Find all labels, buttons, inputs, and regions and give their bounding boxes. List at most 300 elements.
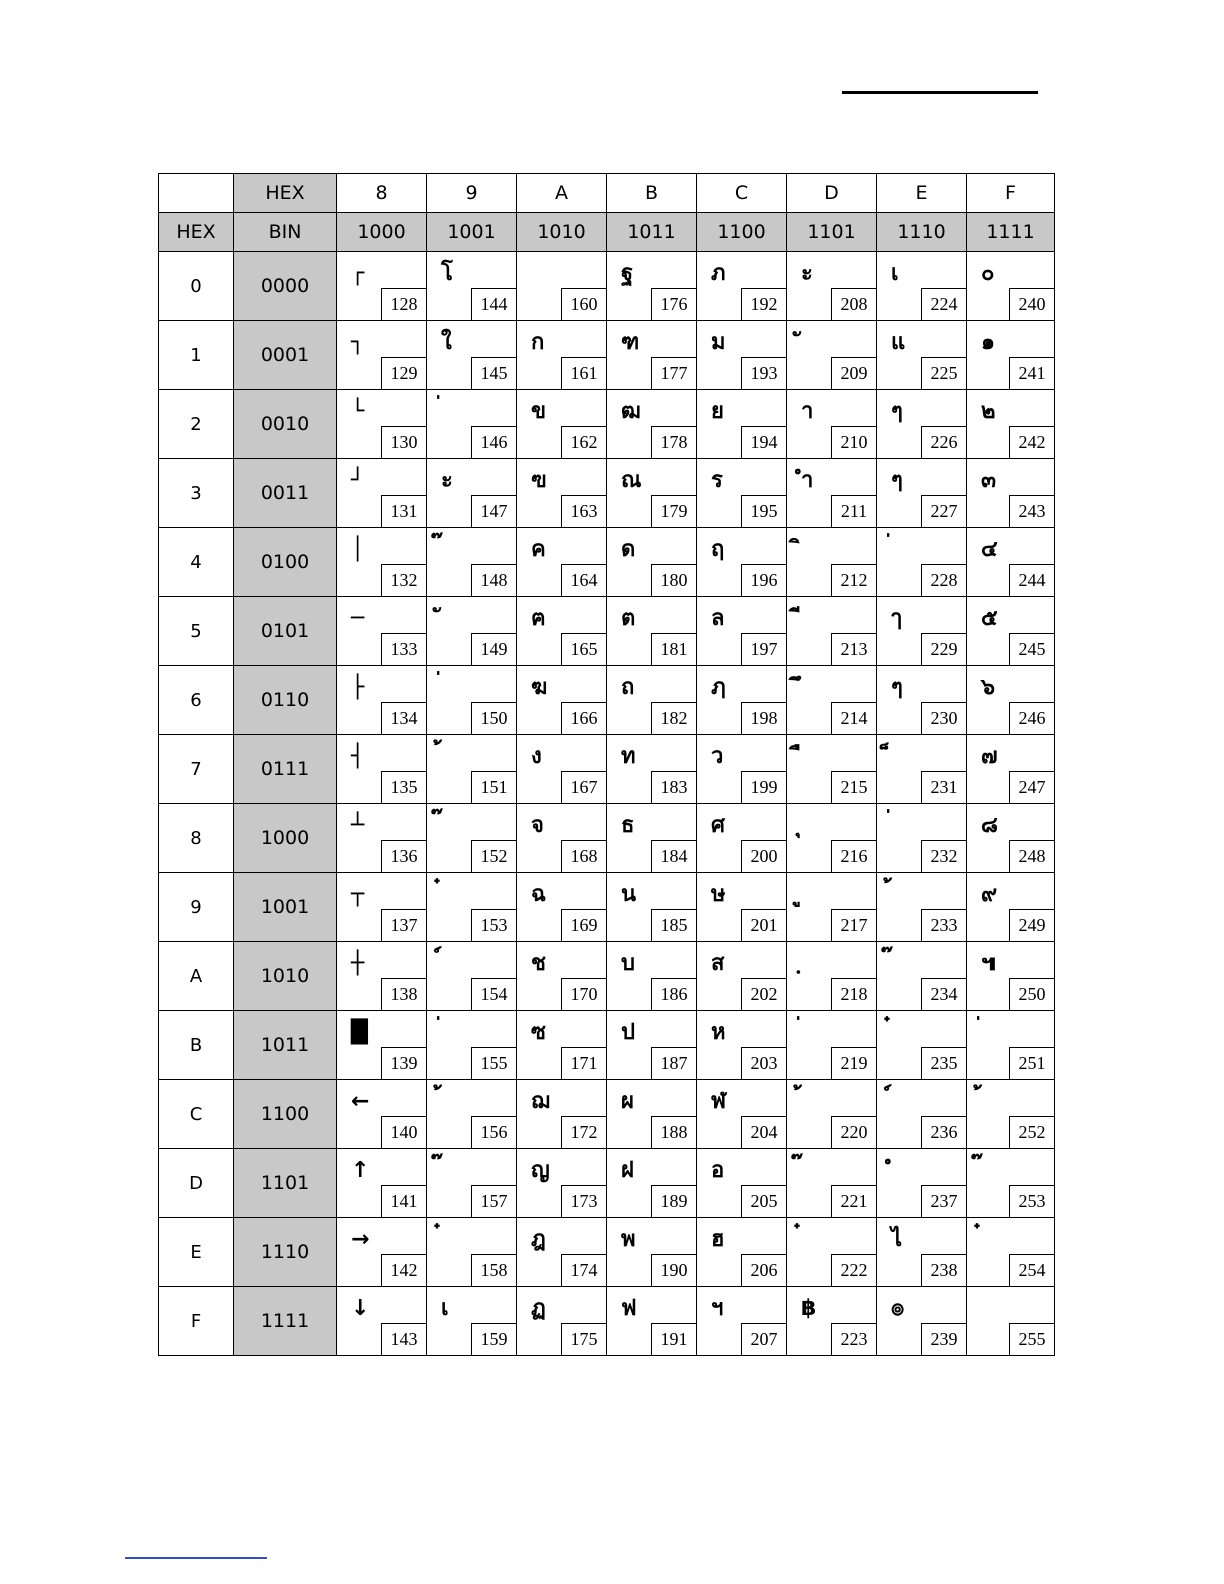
character-glyph: ฦ — [711, 675, 726, 700]
decimal-code-box: 168 — [561, 840, 606, 872]
decimal-code-box: 202 — [741, 978, 786, 1010]
character-glyph: ↑ — [351, 1158, 370, 1183]
decimal-code-box: 176 — [651, 288, 696, 320]
decimal-code-box: 157 — [471, 1185, 516, 1217]
character-cell — [787, 666, 877, 735]
decimal-code-box: 239 — [921, 1323, 966, 1355]
decimal-code-box: 153 — [471, 909, 516, 941]
row-hex-cell: 6 — [159, 666, 234, 735]
character-cell — [427, 1149, 517, 1218]
character-glyph: ง — [531, 744, 542, 769]
decimal-code-box: 149 — [471, 633, 516, 665]
decimal-code-box: 189 — [651, 1185, 696, 1217]
character-glyph: ฿ — [801, 1296, 817, 1321]
character-glyph: ญ — [531, 1158, 550, 1183]
column-bin-cell: 1001 — [427, 213, 517, 252]
decimal-code-box: 147 — [471, 495, 516, 527]
character-cell — [697, 942, 787, 1011]
decimal-code-box: 225 — [921, 357, 966, 389]
character-cell — [337, 1149, 427, 1218]
decimal-code-box: 128 — [381, 288, 426, 320]
character-cell — [427, 528, 517, 597]
character-cell — [697, 666, 787, 735]
character-cell — [877, 1011, 967, 1080]
decimal-code-box: 229 — [921, 633, 966, 665]
character-glyph: ๆ — [891, 399, 903, 424]
decimal-code-box: 253 — [1009, 1185, 1054, 1217]
character-glyph: า — [801, 399, 814, 424]
header-row-bin — [159, 213, 1055, 252]
character-cell — [607, 666, 697, 735]
character-glyph: แ — [891, 330, 906, 355]
decimal-code-box: 164 — [561, 564, 606, 596]
character-cell — [967, 1011, 1055, 1080]
table-row — [159, 1011, 1055, 1080]
decimal-code-box: 233 — [921, 909, 966, 941]
character-cell — [967, 666, 1055, 735]
decimal-code-box: 158 — [471, 1254, 516, 1286]
character-cell — [337, 252, 427, 321]
row-hex-cell: 1 — [159, 321, 234, 390]
character-cell — [877, 252, 967, 321]
character-glyph: ฝ — [621, 1158, 634, 1183]
decimal-code-box: 192 — [741, 288, 786, 320]
character-cell — [427, 1218, 517, 1287]
character-cell — [877, 735, 967, 804]
character-cell — [427, 321, 517, 390]
character-glyph: ห — [711, 1020, 726, 1045]
decimal-code-box: 242 — [1009, 426, 1054, 458]
character-cell — [877, 1218, 967, 1287]
decimal-code-box: 237 — [921, 1185, 966, 1217]
footer-link-rule — [125, 1557, 267, 1559]
character-cell — [427, 390, 517, 459]
character-cell — [877, 597, 967, 666]
header-row-hex — [159, 174, 1055, 213]
row-bin-cell: 1001 — [234, 873, 337, 942]
row-hex-cell: 8 — [159, 804, 234, 873]
decimal-code-box: 250 — [1009, 978, 1054, 1010]
character-glyph: ฅ — [531, 606, 546, 631]
character-glyph: ↓ — [351, 1296, 370, 1321]
row-bin-cell: 0110 — [234, 666, 337, 735]
column-bin-cell: 1101 — [787, 213, 877, 252]
decimal-code-box: 215 — [831, 771, 876, 803]
character-cell — [697, 528, 787, 597]
decimal-code-box: 201 — [741, 909, 786, 941]
character-glyph: ๆ — [891, 468, 903, 493]
character-glyph: น — [621, 882, 637, 907]
column-hex-cell: C — [697, 174, 787, 213]
row-hex-cell: 0 — [159, 252, 234, 321]
decimal-code-box: 195 — [741, 495, 786, 527]
row-bin-cell: 1111 — [234, 1287, 337, 1356]
character-cell — [517, 735, 607, 804]
decimal-code-box: 212 — [831, 564, 876, 596]
character-cell — [337, 1011, 427, 1080]
decimal-code-box: 188 — [651, 1116, 696, 1148]
character-glyph: ผ — [621, 1089, 634, 1114]
decimal-code-box: 139 — [381, 1047, 426, 1079]
decimal-code-box: 129 — [381, 357, 426, 389]
character-cell — [607, 873, 697, 942]
table-body — [159, 174, 1055, 1356]
row-hex-cell: F — [159, 1287, 234, 1356]
row-hex-cell: 5 — [159, 597, 234, 666]
character-cell — [787, 252, 877, 321]
decimal-code-box: 243 — [1009, 495, 1054, 527]
character-glyph: เ — [441, 1296, 449, 1321]
decimal-code-box: 140 — [381, 1116, 426, 1148]
character-cell — [787, 942, 877, 1011]
character-glyph: ท — [621, 744, 636, 769]
decimal-code-box: 238 — [921, 1254, 966, 1286]
decimal-code-box: 234 — [921, 978, 966, 1010]
decimal-code-box: 154 — [471, 978, 516, 1010]
character-glyph: ฌ — [531, 1089, 550, 1114]
decimal-code-box: 146 — [471, 426, 516, 458]
character-glyph: ฤ — [711, 537, 725, 562]
decimal-code-box: 141 — [381, 1185, 426, 1217]
decimal-code-box: 213 — [831, 633, 876, 665]
decimal-code-box: 244 — [1009, 564, 1054, 596]
decimal-code-box: 165 — [561, 633, 606, 665]
character-glyph: ┼ — [351, 951, 365, 976]
character-cell — [427, 804, 517, 873]
character-glyph: ฏ — [531, 1296, 546, 1321]
decimal-code-box: 197 — [741, 633, 786, 665]
character-glyph: ๑ — [981, 330, 995, 355]
decimal-code-box: 245 — [1009, 633, 1054, 665]
character-cell — [967, 873, 1055, 942]
decimal-code-box: 142 — [381, 1254, 426, 1286]
decimal-code-box: 230 — [921, 702, 966, 734]
character-cell — [787, 873, 877, 942]
character-cell — [877, 1149, 967, 1218]
character-glyph: ณ — [621, 468, 642, 493]
decimal-code-box: 235 — [921, 1047, 966, 1079]
character-cell — [517, 528, 607, 597]
character-cell — [787, 1218, 877, 1287]
character-glyph: ย — [711, 399, 724, 424]
decimal-code-box: 152 — [471, 840, 516, 872]
character-glyph: ๐ — [981, 261, 995, 286]
character-cell — [517, 390, 607, 459]
character-cell — [517, 459, 607, 528]
decimal-code-box: 150 — [471, 702, 516, 734]
decimal-code-box: 177 — [651, 357, 696, 389]
character-glyph: ๘ — [981, 813, 998, 838]
table-row — [159, 528, 1055, 597]
decimal-code-box: 228 — [921, 564, 966, 596]
decimal-code-box: 204 — [741, 1116, 786, 1148]
character-glyph: ต — [621, 606, 636, 631]
character-cell — [607, 1287, 697, 1356]
character-cell — [337, 1287, 427, 1356]
decimal-code-box: 214 — [831, 702, 876, 734]
character-cell — [967, 735, 1055, 804]
row-hex-cell: D — [159, 1149, 234, 1218]
decimal-code-box: 251 — [1009, 1047, 1054, 1079]
decimal-code-box: 210 — [831, 426, 876, 458]
character-cell — [697, 1011, 787, 1080]
corner-cell — [159, 174, 234, 213]
decimal-code-box: 232 — [921, 840, 966, 872]
character-cell — [697, 1080, 787, 1149]
character-cell — [967, 1080, 1055, 1149]
decimal-code-box: 171 — [561, 1047, 606, 1079]
bin-label-cell: BIN — [234, 213, 337, 252]
character-glyph: █ — [351, 1020, 368, 1045]
decimal-code-box: 200 — [741, 840, 786, 872]
row-bin-cell: 0101 — [234, 597, 337, 666]
decimal-code-box: 183 — [651, 771, 696, 803]
row-hex-cell: 4 — [159, 528, 234, 597]
decimal-code-box: 236 — [921, 1116, 966, 1148]
character-glyph: ำ — [801, 468, 814, 493]
row-hex-cell: E — [159, 1218, 234, 1287]
character-cell — [427, 1011, 517, 1080]
decimal-code-box: 184 — [651, 840, 696, 872]
character-glyph: ฐ — [621, 261, 634, 286]
decimal-code-box: 240 — [1009, 288, 1054, 320]
character-cell — [607, 252, 697, 321]
character-glyph: ┐ — [351, 330, 365, 355]
character-glyph: ๒ — [981, 399, 996, 424]
character-glyph: ├ — [351, 675, 365, 700]
character-cell — [337, 1080, 427, 1149]
character-cell — [697, 804, 787, 873]
character-cell — [427, 666, 517, 735]
character-cell — [517, 1218, 607, 1287]
decimal-code-box: 179 — [651, 495, 696, 527]
character-cell — [877, 1080, 967, 1149]
decimal-code-box: 130 — [381, 426, 426, 458]
character-cell — [607, 597, 697, 666]
character-glyph: ฑ — [621, 330, 640, 355]
decimal-code-box: 169 — [561, 909, 606, 941]
row-bin-cell: 0010 — [234, 390, 337, 459]
character-glyph: ┴ — [351, 813, 365, 838]
decimal-code-box: 222 — [831, 1254, 876, 1286]
character-glyph: │ — [351, 537, 365, 562]
decimal-code-box: 138 — [381, 978, 426, 1010]
character-cell — [607, 321, 697, 390]
row-hex-cell: B — [159, 1011, 234, 1080]
decimal-code-box: 136 — [381, 840, 426, 872]
decimal-code-box: 173 — [561, 1185, 606, 1217]
character-cell — [607, 942, 697, 1011]
character-glyph: → — [351, 1227, 370, 1252]
decimal-code-box: 151 — [471, 771, 516, 803]
decimal-code-box: 180 — [651, 564, 696, 596]
decimal-code-box: 181 — [651, 633, 696, 665]
decimal-code-box: 211 — [831, 495, 876, 527]
character-glyph: ฉ — [531, 882, 546, 907]
character-cell — [697, 597, 787, 666]
decimal-code-box: 209 — [831, 357, 876, 389]
character-glyph: ┘ — [351, 468, 365, 493]
table-row — [159, 1218, 1055, 1287]
table-row — [159, 1080, 1055, 1149]
column-hex-cell: 9 — [427, 174, 517, 213]
decimal-code-box: 166 — [561, 702, 606, 734]
character-glyph: บ — [621, 951, 635, 976]
character-glyph: └ — [351, 399, 365, 424]
character-cell — [337, 1218, 427, 1287]
character-glyph: ─ — [351, 606, 365, 631]
character-glyph: ๙ — [981, 882, 998, 907]
decimal-code-box: 174 — [561, 1254, 606, 1286]
character-glyph: ส — [711, 951, 725, 976]
decimal-code-box: 231 — [921, 771, 966, 803]
character-glyph: ฬ — [711, 1089, 727, 1114]
row-bin-cell: 0100 — [234, 528, 337, 597]
table-row — [159, 666, 1055, 735]
column-bin-cell: 1011 — [607, 213, 697, 252]
column-bin-cell: 1000 — [337, 213, 427, 252]
character-glyph: อ — [711, 1158, 725, 1183]
character-cell — [607, 390, 697, 459]
character-cell — [877, 321, 967, 390]
table-row — [159, 1149, 1055, 1218]
column-hex-cell: D — [787, 174, 877, 213]
character-glyph: ฟ — [621, 1296, 637, 1321]
character-cell — [517, 597, 607, 666]
character-cell — [697, 321, 787, 390]
character-cell — [517, 1080, 607, 1149]
character-glyph: ะ — [441, 468, 453, 493]
decimal-code-box: 178 — [651, 426, 696, 458]
character-cell — [517, 873, 607, 942]
decimal-code-box: 252 — [1009, 1116, 1054, 1148]
decimal-code-box: 249 — [1009, 909, 1054, 941]
row-bin-cell: 0111 — [234, 735, 337, 804]
decimal-code-box: 175 — [561, 1323, 606, 1355]
decimal-code-box: 247 — [1009, 771, 1054, 803]
decimal-code-box: 220 — [831, 1116, 876, 1148]
decimal-code-box: 132 — [381, 564, 426, 596]
character-glyph: ๓ — [981, 468, 997, 493]
character-cell — [337, 873, 427, 942]
decimal-code-box: 161 — [561, 357, 606, 389]
character-cell — [967, 804, 1055, 873]
decimal-code-box: 248 — [1009, 840, 1054, 872]
character-cell — [877, 1287, 967, 1356]
character-cell — [877, 459, 967, 528]
table-row — [159, 597, 1055, 666]
character-cell — [967, 528, 1055, 597]
character-cell — [427, 252, 517, 321]
decimal-code-box: 196 — [741, 564, 786, 596]
character-glyph: ┤ — [351, 744, 365, 769]
character-glyph: ๕ — [981, 606, 998, 631]
character-cell — [967, 597, 1055, 666]
character-cell — [517, 1149, 607, 1218]
character-glyph: ๏ — [891, 1296, 905, 1321]
decimal-code-box: 254 — [1009, 1254, 1054, 1286]
decimal-code-box: 159 — [471, 1323, 516, 1355]
table-row — [159, 390, 1055, 459]
decimal-code-box: 221 — [831, 1185, 876, 1217]
decimal-code-box: 224 — [921, 288, 966, 320]
character-glyph: ธ — [621, 813, 635, 838]
row-bin-cell: 0000 — [234, 252, 337, 321]
row-hex-cell: C — [159, 1080, 234, 1149]
character-cell — [517, 1011, 607, 1080]
character-glyph: ┬ — [351, 882, 365, 907]
code-page-table — [158, 173, 1055, 1356]
row-bin-cell: 0011 — [234, 459, 337, 528]
decimal-code-box: 167 — [561, 771, 606, 803]
character-cell — [697, 873, 787, 942]
character-cell — [787, 735, 877, 804]
character-cell — [607, 1011, 697, 1080]
character-glyph: ๚ — [981, 951, 997, 976]
character-cell — [427, 873, 517, 942]
decimal-code-box: 199 — [741, 771, 786, 803]
decimal-code-box: 207 — [741, 1323, 786, 1355]
top-rule — [842, 91, 1038, 94]
decimal-code-box: 218 — [831, 978, 876, 1010]
character-glyph: ป — [621, 1020, 635, 1045]
character-cell — [607, 528, 697, 597]
character-cell — [697, 390, 787, 459]
character-glyph: ไ — [891, 1227, 903, 1252]
character-cell — [967, 321, 1055, 390]
character-glyph: ศ — [711, 813, 725, 838]
character-cell — [517, 252, 607, 321]
character-glyph: ษ — [711, 882, 726, 907]
character-cell — [787, 321, 877, 390]
character-cell — [787, 390, 877, 459]
character-cell — [787, 459, 877, 528]
decimal-code-box: 135 — [381, 771, 426, 803]
row-bin-cell: 0001 — [234, 321, 337, 390]
character-glyph: พ — [621, 1227, 636, 1252]
character-cell — [877, 804, 967, 873]
character-cell — [697, 1287, 787, 1356]
character-cell — [427, 597, 517, 666]
character-cell — [337, 942, 427, 1011]
decimal-code-box: 185 — [651, 909, 696, 941]
row-hex-cell: A — [159, 942, 234, 1011]
character-cell — [607, 1149, 697, 1218]
character-cell — [517, 942, 607, 1011]
character-cell — [427, 942, 517, 1011]
character-glyph: ๖ — [981, 675, 995, 700]
decimal-code-box: 160 — [561, 288, 606, 320]
character-cell — [787, 597, 877, 666]
decimal-code-box: 187 — [651, 1047, 696, 1079]
character-glyph: ๅ — [891, 606, 902, 631]
row-bin-cell: 1110 — [234, 1218, 337, 1287]
character-cell — [787, 1149, 877, 1218]
character-cell — [877, 390, 967, 459]
character-cell — [697, 1149, 787, 1218]
character-glyph: ช — [531, 951, 546, 976]
decimal-code-box: 162 — [561, 426, 606, 458]
character-glyph: ๗ — [981, 744, 998, 769]
character-glyph: โ — [441, 261, 453, 286]
character-cell — [787, 804, 877, 873]
table-row — [159, 735, 1055, 804]
character-cell — [967, 1218, 1055, 1287]
character-cell — [337, 735, 427, 804]
character-cell — [697, 459, 787, 528]
column-hex-cell: A — [517, 174, 607, 213]
character-cell — [697, 252, 787, 321]
